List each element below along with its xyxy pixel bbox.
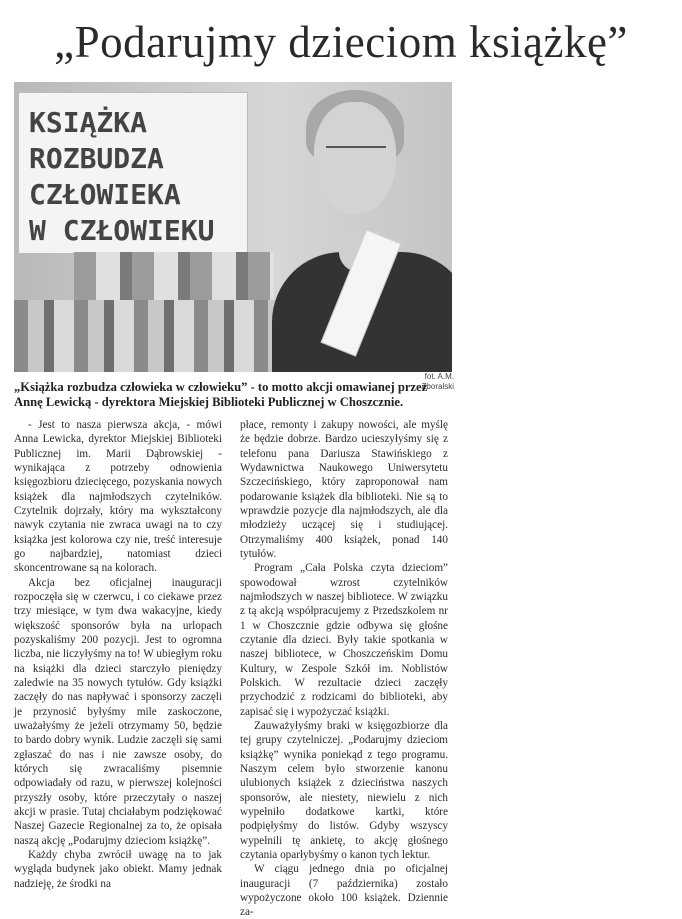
glasses — [326, 146, 386, 160]
paragraph: Akcja bez oficjalnej inauguracji rozpoczęła się w czerwcu, i co ciekawe przez trzy miesiące, w tym dwa wakacyjne, kiedy większość sponsorów była na urlopach pozyskaliśmy 200 pozycji. Jest to ogromna liczba, nie liczyłyśmy na to! W ubiegłym roku na książki dla dzieci starczyło pieniędzy zaledwie na 35 nowych tytułów. Gdy książki zaczęły do nas napływać i sponsorzy zaczęli je przynosić byłyśmy mile zaskoczone, uważałyśmy że jeżeli otrzymamy 50, będzie to bardo dobry wynik. Ludzie zaczęli się sami zgłaszać do nas i nie zawsze osoby, do których się zwracaliśmy pisemnie odpowiadały od razu, w pierwszej kolejności przyszły osoby, które przeczytały o naszej akcji w prasie. Tutaj chciałabym podziękować Naszej Gazecie Regionalnej za to, że opisała naszą akcję „Podarujmy dzieciom książkę”. — [14, 576, 222, 847]
paragraph: Zauważyłyśmy braki w księgozbiorze dla tej grupy czytelniczej. „Podarujmy dzieciom książkę” wynika poniekąd z tego programu. Naszym celem było stworzenie kanonu ulubionych książek z dzieciństwa naszych sponsorów, ale niestety, niewielu z nich wypełniło dodatkowe kartki, które podpięłyśmy do listów. Gdyby wszyscy wypełnili tę ankietę, to akcję głośnego czytania oparłybyśmy o kanon tych lektur. — [240, 719, 448, 861]
poster-text: KSIĄŻKA ROZBUDZA CZŁOWIEKA W CZŁOWIEKU — [29, 106, 215, 247]
photo-caption: „Książka rozbudza człowieka w człowieku” - to motto akcji omawianej przez Annę Lewicką - dyrektora Miejskiej Biblioteki Publicznej w Choszcznie. — [14, 380, 428, 409]
column-left — [14, 418, 222, 891]
poster — [18, 92, 248, 254]
books-display — [14, 300, 284, 372]
column-right — [240, 418, 448, 919]
books-display-back — [74, 252, 274, 302]
article-headline: „Podarujmy dzieciom książkę” — [54, 17, 628, 67]
paragraph: płace, remonty i zakupy nowości, ale myślę że będzie dobrze. Bardzo ucieszyłyśmy się z telefonu pana Dariusza Stawińskiego z Wydawnictwa Naukowego Uniwersytetu Szczecińskiego, który zaproponował nam podarowanie książek dla biblioteki. Nie są to wprawdzie pozycje dla najmłodszych, ale dla młodzieży uczącej się i studiującej. Otrzymaliśmy 400 książek, ponad 140 tytułów. — [240, 419, 448, 560]
article-photo — [14, 82, 452, 372]
paragraph: Każdy chyba zwrócił uwagę na to jak wygląda budynek jako obiekt. Mamy jednak nadzieję, że środki na — [14, 848, 222, 890]
paragraph: W ciągu jednego dnia po oficjalnej inauguracji (7 października) zostało wypożyczone około 100 książek. Dziennie za- — [240, 863, 448, 919]
paragraph: - Jest to nasza pierwsza akcja, - mówi Anna Lewicka, dyrektor Miejskiej Biblioteki Publicznej im. Marii Dąbrowskiej - wynikająca z potrzeby odnowienia księgozbioru dziecięcego, pozyskania nowych książek dla najmłodszych czytelników. Czytelnik dojrzały, który ma wykształcony nawyk czytania nie zwraca uwagi na to czy książka jest kolorowa czy nie, treść interesuje go najbardziej, natomiast dzieci skoncentrowane są na kolorach. — [14, 419, 222, 575]
photo-credit: fot. A.M. Zboralski — [421, 372, 454, 391]
paragraph: Program „Cała Polska czyta dzieciom” spowodował wzrost czytelników najmłodszych w naszej bibliotece. W związku z tą akcją współpracujemy z Przedszkolem nr 1 w Choszcznie gdzie odbywa się głośne czytanie dla dzieci. Były takie spotkania w naszej bibliotece, w Choszczeńskim Domu Kultury, w Zespole Szkół im. Noblistów Polskich. W rezultacie dzieci zaczęły przychodzić z rodzicami do biblioteki, aby zapisać się i wypożyczać książki. — [240, 562, 448, 718]
